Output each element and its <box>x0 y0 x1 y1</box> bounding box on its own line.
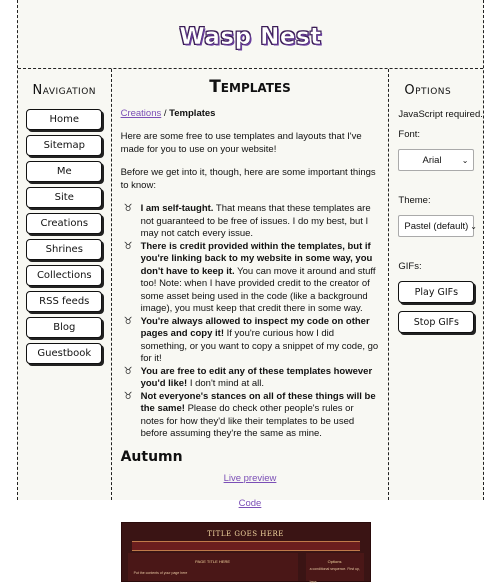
breadcrumb-current: Templates <box>169 107 216 119</box>
list-item <box>121 366 380 391</box>
preview-body-text: Put the contents of your page here <box>133 571 188 575</box>
list-item <box>121 203 380 241</box>
font-label: Font: <box>398 129 421 140</box>
nav-button-creations[interactable]: Creations <box>26 213 102 234</box>
theme-label: Theme: <box>398 195 431 206</box>
notes-list <box>121 203 380 441</box>
live-preview-link[interactable]: Live preview <box>223 473 277 484</box>
preview-body <box>128 553 298 581</box>
wasp-icon: ♉︎ <box>123 365 133 377</box>
lead-text: Before we get into it, though, here are some important things to know: <box>120 167 376 191</box>
stop-gifs-button[interactable]: Stop GIFs <box>398 311 474 333</box>
nav-button-blog[interactable]: Blog <box>26 317 102 338</box>
theme-select[interactable] <box>398 215 477 237</box>
page-frame <box>17 0 484 584</box>
site-title[interactable]: Wasp Nest <box>179 24 322 50</box>
preview-options: Options <box>327 559 342 564</box>
list-item <box>121 391 380 441</box>
wasp-icon: ♉︎ <box>123 240 133 252</box>
breadcrumb-separator: / <box>161 107 170 119</box>
nav-button-me[interactable]: Me <box>26 161 102 182</box>
nav-button-guestbook[interactable]: Guestbook <box>26 343 102 364</box>
section-title-autumn: Autumn <box>120 448 183 465</box>
font-select[interactable] <box>398 149 474 171</box>
gifs-label: GIFs: <box>398 261 422 272</box>
template-preview-image[interactable] <box>121 522 371 582</box>
nav-button-rss-feeds[interactable]: RSS feeds <box>26 291 102 312</box>
point-text: That means that these templates are not guaranteed to be free of issues. I do my best, but I may not catch every issue. <box>140 203 371 239</box>
options-sidebar <box>389 69 483 500</box>
preview-page-title: PAGE TITLE HERE <box>195 559 231 564</box>
point-bold: You are free to edit any of these templates however you'd like! <box>140 365 373 389</box>
page-title: Templates <box>209 77 291 97</box>
theme-select-value: Pastel (default) <box>404 220 469 232</box>
wasp-icon: ♉︎ <box>123 203 133 214</box>
preview-title: TITLE GOES HERE <box>207 530 284 538</box>
preview-banner <box>132 541 360 551</box>
nav-button-home[interactable]: Home <box>26 109 102 130</box>
point-text: If you're curious how I did something, or you want to copy a snippet of my code, go for it! <box>140 328 379 364</box>
preview-sidebar <box>306 553 364 584</box>
wasp-icon: ♉︎ <box>123 390 133 402</box>
point-bold: I am self-taught. <box>140 203 214 214</box>
point-text: I don't mind at all. <box>187 378 264 389</box>
columns <box>18 69 483 584</box>
site-header <box>18 0 483 69</box>
chevron-down-icon: ⌄ <box>461 155 469 165</box>
main-content <box>112 69 390 584</box>
breadcrumb-link-creations[interactable]: Creations <box>120 107 162 119</box>
point-bold: Not everyone's stances on all of these things will be the same! <box>140 390 376 414</box>
preview-side-text: a conditional sequence. First up, here <box>309 567 360 584</box>
live-preview-row <box>121 473 380 486</box>
font-select-value: Arial <box>422 154 442 166</box>
navigation-heading: Navigation <box>32 83 97 98</box>
options-heading: Options <box>404 83 452 98</box>
list-item <box>121 241 380 316</box>
chevron-down-icon: ⌄ <box>470 221 477 231</box>
wasp-icon: ♉︎ <box>123 315 133 327</box>
point-text: You can move it around and stuff too! Note: when I have provided credit to the creator of some asset being used in the code (like a background image), you must keep that credit there in some way. <box>140 265 376 314</box>
code-link[interactable]: Code <box>238 497 262 509</box>
point-bold: You're always allowed to inspect my code on other pages and copy it! <box>140 315 370 339</box>
nav-button-sitemap[interactable]: Sitemap <box>26 135 102 156</box>
js-required-note: JavaScript required. <box>398 109 483 120</box>
play-gifs-button[interactable]: Play GIFs <box>398 281 474 303</box>
navigation-sidebar <box>18 69 112 500</box>
list-item <box>121 316 380 366</box>
code-row <box>121 498 380 511</box>
nav-button-collections[interactable]: Collections <box>26 265 102 286</box>
point-bold: There is credit provided within the templates, but if you're linking back to my website in some way, you don't have to keep it. <box>140 240 373 277</box>
nav-button-site[interactable]: Site <box>26 187 102 208</box>
breadcrumb <box>121 108 380 121</box>
point-text: Please do check other people's rules or notes for how they'd like their templates to be used before assuming they're the same as mine. <box>140 403 355 439</box>
intro-text: Here are some free to use templates and layouts that I've made for you to use on your website! <box>120 131 362 155</box>
nav-button-shrines[interactable]: Shrines <box>26 239 102 260</box>
